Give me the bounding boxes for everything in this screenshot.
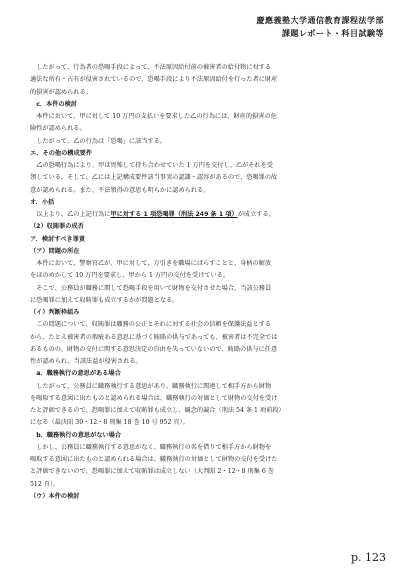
header-university: 慶應義塾大学通信教育課程法学部: [256, 16, 384, 25]
body-line: たと評価できるので、恐喝罪に加えて収賄罪も成立し、観念的競合（刑法 54 条 1 項前段）: [30, 407, 285, 414]
body-line: 性が認められ、当該法益が侵害される。: [30, 358, 142, 365]
body-line: 本件において、警察官乙が、甲に対して、万引きを職場にばらすことと、身柄の解放: [36, 260, 272, 267]
page-number: p. 123: [350, 551, 386, 564]
body-line: を喝取する意図に出たものと認められる場合は、職務執行の対価として財物の交付を受け: [30, 394, 278, 402]
body-line: 的損害が認められる。: [30, 88, 92, 96]
section-heading: （ア）問題の所在: [30, 247, 80, 255]
section-heading: （ウ）本件の検討: [30, 492, 80, 500]
section-heading: エ．その他の構成要件: [30, 149, 93, 157]
conclusion-prefix: 以上より、乙の上記行為に: [36, 211, 111, 218]
body-line: と評価できないので、恐喝罪に加えて収賄罪は成立しない（大判昭 2・12・8 刑集 6 巻: [30, 468, 274, 476]
body-line: この問題について、収賄罪は職務の公正とそれに対する社会の信頼を保護法益とする: [36, 321, 272, 329]
section-heading: c．本件の検討: [36, 100, 77, 108]
section-heading: a．職務執行の意思がある場合: [36, 370, 121, 378]
body-line: 512 頁）。: [30, 480, 60, 488]
body-line: 喝取する意図に出たものと認められる場合は、職務執行の対価として財物の交付を受けた: [30, 456, 278, 463]
body-line: 適法な所有・占有が侵害されているので、恐喝手段により不法原因給付を行った者に財産: [30, 76, 278, 84]
section-heading: （2）収賄罪の成否: [30, 223, 84, 231]
body-line: したがって、公務員に職務執行する意思があり、職務執行に関連して相手方から財物: [36, 382, 272, 390]
body-line: 領している。そして、乙には上記構成要件該当事実の認識・認容があるので、恐喝罪の故: [30, 174, 278, 182]
header-report-type: 課題レポート・科目試験等: [282, 29, 384, 38]
body-line: したがって、乙の行為は「恐喝」に該当する。: [36, 137, 166, 145]
body-line: そこで、公務員が職務に関して恐喝手段を用いて財物を交付させた場合、当該公務員: [36, 284, 272, 292]
body-line: 意が認められる。また、不法領得の意思も明らかに認められる。: [30, 186, 210, 194]
body-line: 本件において、甲に対して 10 万円の支払いを要求した乙の行為には、財産的損害の危: [36, 113, 277, 120]
section-heading: ア．検討すべき罪責: [30, 235, 86, 243]
page-header: [257, 14, 385, 40]
body-line: になる（最決昭 39・12・8 刑集 18 巻 10 号 952 頁）。: [30, 419, 189, 427]
body-line: から、たとえ被害者の瑕疵ある意思に基づく賄賂の供与であっても、被害者は不完全では: [30, 333, 278, 341]
conclusion-highlight: 甲に対する 1 項恐喝罪（刑法 249 条 1 項）: [110, 211, 238, 218]
body-line: 乙の恐喝行為により、甲は畏怖して持ち合わせていた 1 万円を交付し、乙がそれを受: [36, 162, 273, 169]
body-line: しかし、公務員に職務執行する意思がなく、職務執行の名を借りて相手方から財物を: [36, 443, 272, 451]
conclusion-line: [30, 209, 382, 221]
body-line: 険性が認められる。: [30, 125, 86, 133]
document-body: [30, 62, 382, 503]
body-line: に恐喝罪に加えて収賄罪も成立するかが問題となる。: [30, 296, 179, 304]
section-heading: （イ）判断枠組み: [30, 309, 80, 316]
section-heading: b．職務執行の意思がない場合: [36, 431, 122, 439]
conclusion-suffix: が成立する。: [237, 211, 275, 218]
section-heading: オ．小括: [30, 198, 55, 206]
body-line: あるものの、財物の交付に関する意思決定の自由を失っていないので、賄賂の供与に任意: [30, 345, 278, 353]
body-line: したがって、行為者の恐喝手段によって、不法原因給付前の被害者の給付物に対する: [36, 64, 272, 71]
body-line: をほのめかして 10 万円を要求し、甲から 1 万円の交付を受けている。: [30, 272, 230, 280]
